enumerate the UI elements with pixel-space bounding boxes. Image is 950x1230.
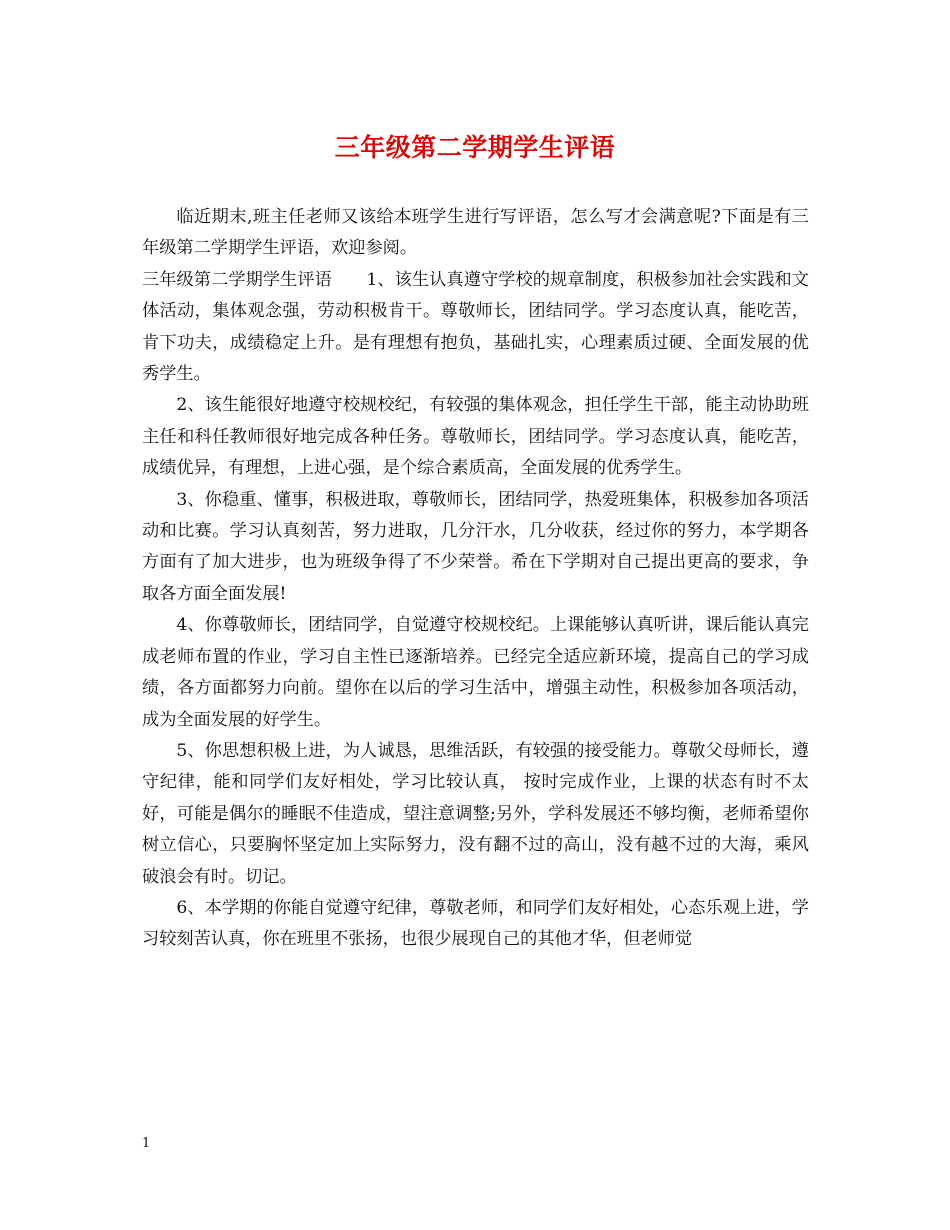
comment-text: 1、该生认真遵守学校的规章制度，积极参加社会实践和文体活动，集体观念强，劳动积极肯干。尊敬师长，团结同学。学习态度认真，能吃苦，肯下功夫，成绩稳定上升。是有理想有抱负，基础扎实，心理素质过硬、全面发展的优秀学生。 (142, 269, 809, 385)
document-body (142, 202, 809, 956)
comment-paragraph-1 (142, 265, 809, 391)
document-title: 三年级第二学期学生评语 (334, 133, 616, 162)
intro-paragraph: 临近期末,班主任老师又该给本班学生进行写评语，怎么写才会满意呢?下面是有三年级第二学期学生评语，欢迎参阅。 (142, 207, 809, 259)
comment-paragraph-6: 6、本学期的你能自觉遵守纪律，尊敬老师，和同学们友好相处，心态乐观上进，学习较刻苦认真，你在班里不张扬，也很少展现自己的其他才华，但老师觉 (142, 897, 809, 950)
comment-paragraph-4: 4、你尊敬师长，团结同学，自觉遵守校规校纪。上课能够认真听讲，课后能认真完成老师布置的作业，学习自主性已逐渐培养。已经完全适应新环境，提高自己的学习成绩，各方面都努力向前。望你在以后的学习生活中，增强主动性，积极参加各项活动，成为全面发展的好学生。 (142, 615, 809, 730)
comment-paragraph-3: 3、你稳重、懂事，积极进取，尊敬师长，团结同学，热爱班集体，积极参加各项活动和比赛。学习认真刻苦，努力进取，几分汗水，几分收获，经过你的努力，本学期各方面有了加大进步，也为班级争得了不少荣誉。希在下学期对自己提出更高的要求，争取各方面全面发展! (142, 489, 809, 604)
section-heading: 三年级第二学期学生评语 (142, 269, 332, 290)
page-number: 1 (142, 1136, 151, 1151)
comment-paragraph-2: 2、该生能很好地遵守校规校纪，有较强的集体观念，担任学生干部，能主动协助班主任和科任教师很好地完成各种任务。尊敬师长，团结同学。学习态度认真，能吃苦，成绩优异，有理想，上进心强，是个综合素质高，全面发展的优秀学生。 (142, 395, 809, 479)
comment-paragraph-5: 5、你思想积极上进，为人诚恳，思维活跃，有较强的接受能力。尊敬父母师长，遵守纪律，能和同学们友好相处，学习比较认真， 按时完成作业，上课的状态有时不太好，可能是偶尔的睡眠不佳造成，望注意调整;另外，学科发展还不够均衡，老师希望你树立信心，只要胸怀坚定加上实际努力，没有翻不过的高山，没有越不过的大海，乘风破浪会有时。切记。 (142, 740, 809, 887)
